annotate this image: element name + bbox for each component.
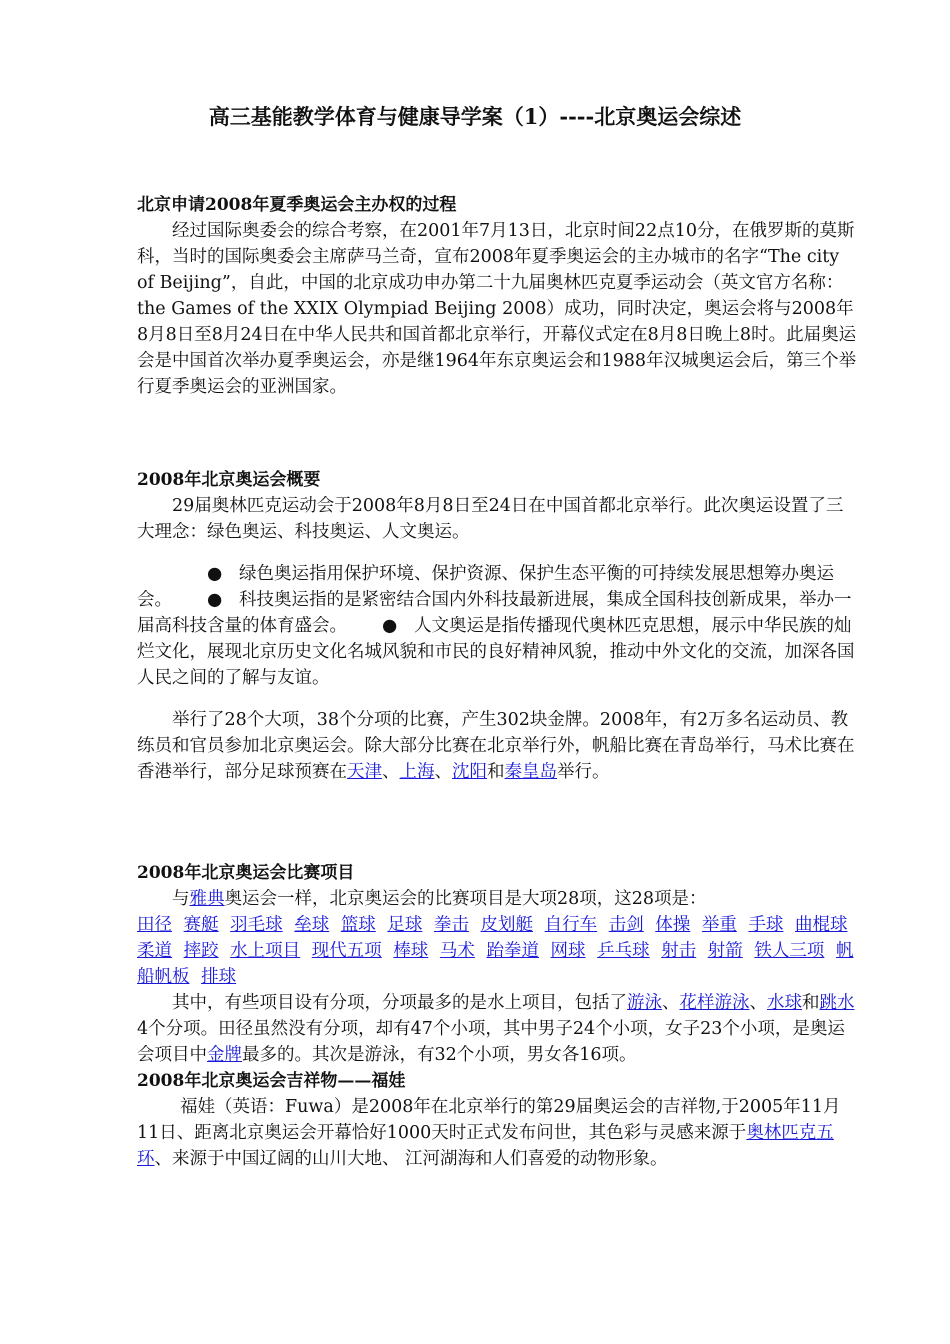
sport-link[interactable]: 排球 [201,967,237,987]
sport-link[interactable]: 摔跤 [183,941,219,961]
sport-link[interactable]: 马术 [439,941,475,961]
bullet-icon: ● [207,590,223,610]
sports-intro: 与雅典奥运会一样，北京奥运会的比赛项目是大项28项，这28项是： [172,889,707,909]
sport-link[interactable]: 足球 [387,915,423,935]
link-qinhuangdao[interactable]: 秦皇岛 [504,762,557,782]
sport-link[interactable]: 拳击 [433,915,469,935]
sport-link[interactable]: 击剑 [608,915,644,935]
sport-link[interactable]: 皮划艇 [480,915,534,935]
link-shanghai[interactable]: 上海 [399,762,435,782]
sport-link[interactable]: 羽毛球 [230,915,283,935]
concepts-paragraph [137,561,859,691]
link-synchronized-swimming[interactable]: 花样游泳 [679,993,750,1013]
sport-link[interactable]: 水上项目 [230,941,301,961]
link-diving[interactable]: 跳水 [819,993,855,1013]
sport-link[interactable]: 垒球 [294,915,330,935]
link-olympic-rings[interactable]: 奥林匹克五环 [137,1123,834,1169]
sport-link[interactable]: 射击 [661,941,697,961]
bid-paragraph: 经过国际奥委会的综合考察，在2001年7月13日，北京时间22点10分，在俄罗斯的莫斯科，当时的国际奥委会主席萨马兰奇，宣布2008年夏季奥运会的主办城市的名字“The city of Beijing”，自此，中国的北京成功申办第二十九届奥林匹克夏季运动会（英文官方名称：the Games of the XXIX Olympiad Beijing 2008）成功，同时决定，奥运会将与2008年8月8日至8月24日在中华人民共和国首都北京举行，开幕仪式定在8月8日晚上8时。此届奥运会是中国首次举办夏季奥运会，亦是继1964年东京奥运会和1988年汉城奥运会后，第三个举行夏季奥运会的亚洲国家。 [137,221,857,397]
sport-link[interactable]: 网球 [550,941,586,961]
sport-link[interactable]: 跆拳道 [486,941,539,961]
sport-link[interactable]: 手球 [748,915,784,935]
section-heading-sports: 2008年北京奥运会比赛项目 [137,863,355,883]
sport-link[interactable]: 射箭 [707,941,743,961]
sport-link[interactable]: 乒乓球 [597,941,650,961]
sport-link[interactable]: 篮球 [340,915,376,935]
section-bid [137,192,859,400]
sport-link[interactable]: 赛艇 [183,915,219,935]
link-gold-medal[interactable]: 金牌 [207,1045,242,1065]
sports-list [137,912,859,990]
section-heading-bid: 北京申请2008年夏季奥运会主办权的过程 [137,195,457,215]
link-tianjin[interactable]: 天津 [347,762,382,782]
sport-link[interactable]: 曲棍球 [795,915,848,935]
section-sports [137,860,859,1172]
concept-tech: 科技奥运指的是紧密结合国内外科技最新进展，集成全国科技创新成果，举办一届高科技含量的体育盛会。 [137,590,852,636]
concept-green: 绿色奥运指用保护环境、保护资源、保护生态平衡的可持续发展思想筹办奥运会。 [137,564,834,610]
link-athens[interactable]: 雅典 [189,889,225,909]
mascot-paragraph: 福娃（英语：Fuwa）是2008年在北京举行的第29届奥运会的吉祥物,于2005年11月11日、距离北京奥运会开幕恰好1000天时正式发布问世，其色彩与灵感来源于奥林匹克五环、来源于中国辽阔的山川大地、 江河湖海和人们喜爱的动物形象。 [137,1097,841,1169]
section-heading-overview: 2008年北京奥运会概要 [137,470,321,490]
events-text: 举行了28个大项，38个分项的比赛，产生302块金牌。2008年，有2万多名运动员、教练员和官员参加北京奥运会。除大部分比赛在北京举行外，帆船比赛在青岛举行，马术比赛在香港举行，部分足球预赛在 [137,710,855,782]
overview-intro: 29届奥林匹克运动会于2008年8月8日至24日在中国首都北京举行。此次奥运设置了三大理念：绿色奥运、科技奥运、人文奥运。 [137,496,844,542]
concept-humanistic: 人文奥运是指传播现代奥林匹克思想，展示中华民族的灿烂文化，展现北京历史文化名城风貌和市民的良好精神风貌，推动中外文化的交流，加深各国人民之间的了解与友谊。 [137,616,855,688]
subevents-paragraph: 其中，有些项目设有分项，分项最多的是水上项目，包括了游泳、花样游泳、水球和跳水4个分项。田径虽然没有分项，却有47个小项，其中男子24个小项，女子23个小项，是奥运会项目中金牌最多的。其次是游泳，有32个小项，男女各16项。 [137,993,855,1065]
bullet-icon: ● [382,616,398,636]
sport-link[interactable]: 体操 [655,915,691,935]
link-shenyang[interactable]: 沈阳 [452,762,487,782]
sport-link[interactable]: 棒球 [393,941,429,961]
link-water-polo[interactable]: 水球 [767,993,802,1013]
bullet-icon: ● [207,564,223,584]
section-heading-mascot: 2008年北京奥运会吉祥物——福娃 [137,1071,406,1091]
section-overview [137,467,859,785]
sport-link[interactable]: 现代五项 [311,941,382,961]
sport-link[interactable]: 举重 [701,915,737,935]
sport-link[interactable]: 帆船帆板 [137,941,854,987]
events-paragraph: 举行了28个大项，38个分项的比赛，产生302块金牌。2008年，有2万多名运动员、教练员和官员参加北京奥运会。除大部分比赛在北京举行外，帆船比赛在青岛举行，马术比赛在香港举行，部分足球预赛在天津、上海、沈阳和秦皇岛举行。 [137,710,855,782]
sport-link[interactable]: 柔道 [137,941,172,961]
sport-link[interactable]: 铁人三项 [754,941,825,961]
page-title: 高三基能教学体育与健康导学案（1）----北京奥运会综述 [208,104,742,129]
link-swimming[interactable]: 游泳 [627,993,662,1013]
sport-link[interactable]: 田径 [137,915,172,935]
sport-link[interactable]: 自行车 [544,915,598,935]
